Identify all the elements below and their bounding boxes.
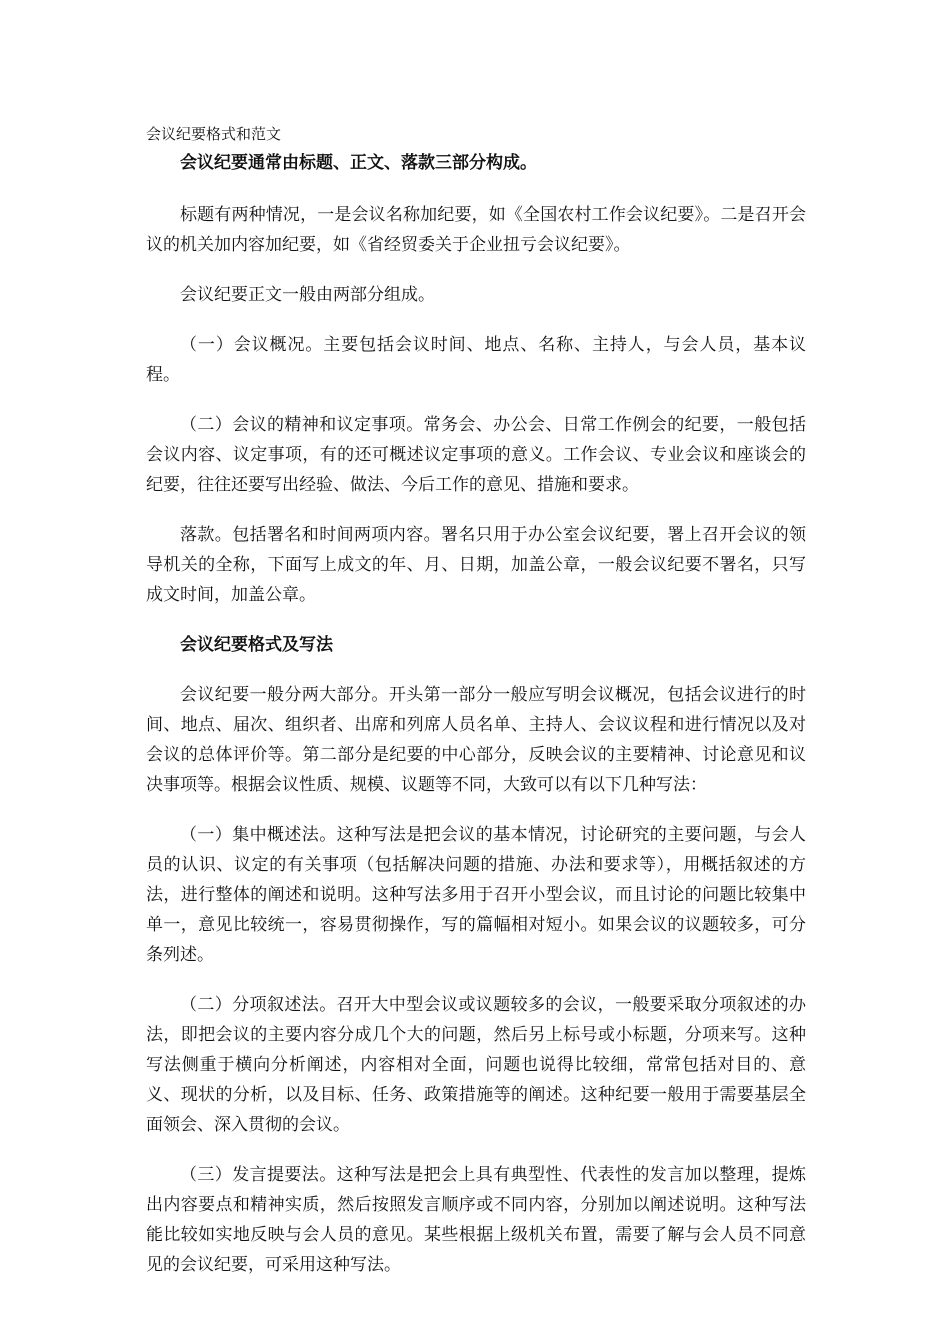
paragraph-method-itemized: （二）分项叙述法。召开大中型会议或议题较多的会议，一般要采取分项叙述的办法，即把会议的主要内容分成几个大的问题，然后另上标号或小标题，分项来写。这种写法侧重于横向分析阐述，内容相对全面，问题也说得比较细，常常包括对目的、意义、现状的分析，以及目标、任务、政策措施等的阐述。这种纪要一般用于需要基层全面领会、深入贯彻的会议。	[146, 995, 806, 1135]
paragraph-body-parts: 会议纪要正文一般由两部分组成。	[180, 285, 435, 305]
paragraph-title-types: 标题有两种情况，一是会议名称加纪要，如《全国农村工作会议纪要》。二是召开会议的机关加内容加纪要，如《省经贸委关于企业扭亏会议纪要》。	[146, 205, 806, 255]
paragraph-heading-format: 会议纪要格式及写法	[180, 635, 333, 655]
paragraph-overview: （一）会议概况。主要包括会议时间、地点、名称、主持人，与会人员，基本议程。	[146, 335, 806, 385]
paragraph-method-summary: （一）集中概述法。这种写法是把会议的基本情况，讨论研究的主要问题，与会人员的认识、议定的有关事项（包括解决问题的措施、办法和要求等），用概括叙述的方法，进行整体的阐述和说明。这种写法多用于召开小型会议，而且讨论的问题比较集中单一，意见比较统一，容易贯彻操作，写的篇幅相对短小。如果会议的议题较多，可分条列述。	[146, 825, 806, 965]
document-body	[146, 148, 806, 1300]
paragraph-method-speech: （三）发言提要法。这种写法是把会上具有典型性、代表性的发言加以整理，提炼出内容要点和精神实质，然后按照发言顺序或不同内容，分别加以阐述说明。这种写法能比较如实地反映与会人员的意见。某些根据上级机关布置，需要了解与会人员不同意见的会议纪要，可采用这种写法。	[146, 1165, 806, 1275]
paragraph-signature: 落款。包括署名和时间两项内容。署名只用于办公室会议纪要，署上召开会议的领导机关的全称，下面写上成文的年、月、日期，加盖公章，一般会议纪要不署名，只写成文时间，加盖公章。	[146, 525, 806, 605]
paragraph-heading-structure: 会议纪要通常由标题、正文、落款三部分构成。	[180, 153, 537, 173]
document-title: 会议纪要格式和范文	[146, 125, 282, 143]
paragraph-decisions: （二）会议的精神和议定事项。常务会、办公会、日常工作例会的纪要，一般包括会议内容、议定事项，有的还可概述议定事项的意义。工作会议、专业会议和座谈会的纪要，往往还要写出经验、做法、今后工作的意见、措施和要求。	[146, 415, 806, 495]
paragraph-two-parts: 会议纪要一般分两大部分。开头第一部分一般应写明会议概况，包括会议进行的时间、地点、届次、组织者、出席和列席人员名单、主持人、会议议程和进行情况以及对会议的总体评价等。第二部分是纪要的中心部分，反映会议的主要精神、讨论意见和议决事项等。根据会议性质、规模、议题等不同，大致可以有以下几种写法：	[146, 685, 806, 795]
